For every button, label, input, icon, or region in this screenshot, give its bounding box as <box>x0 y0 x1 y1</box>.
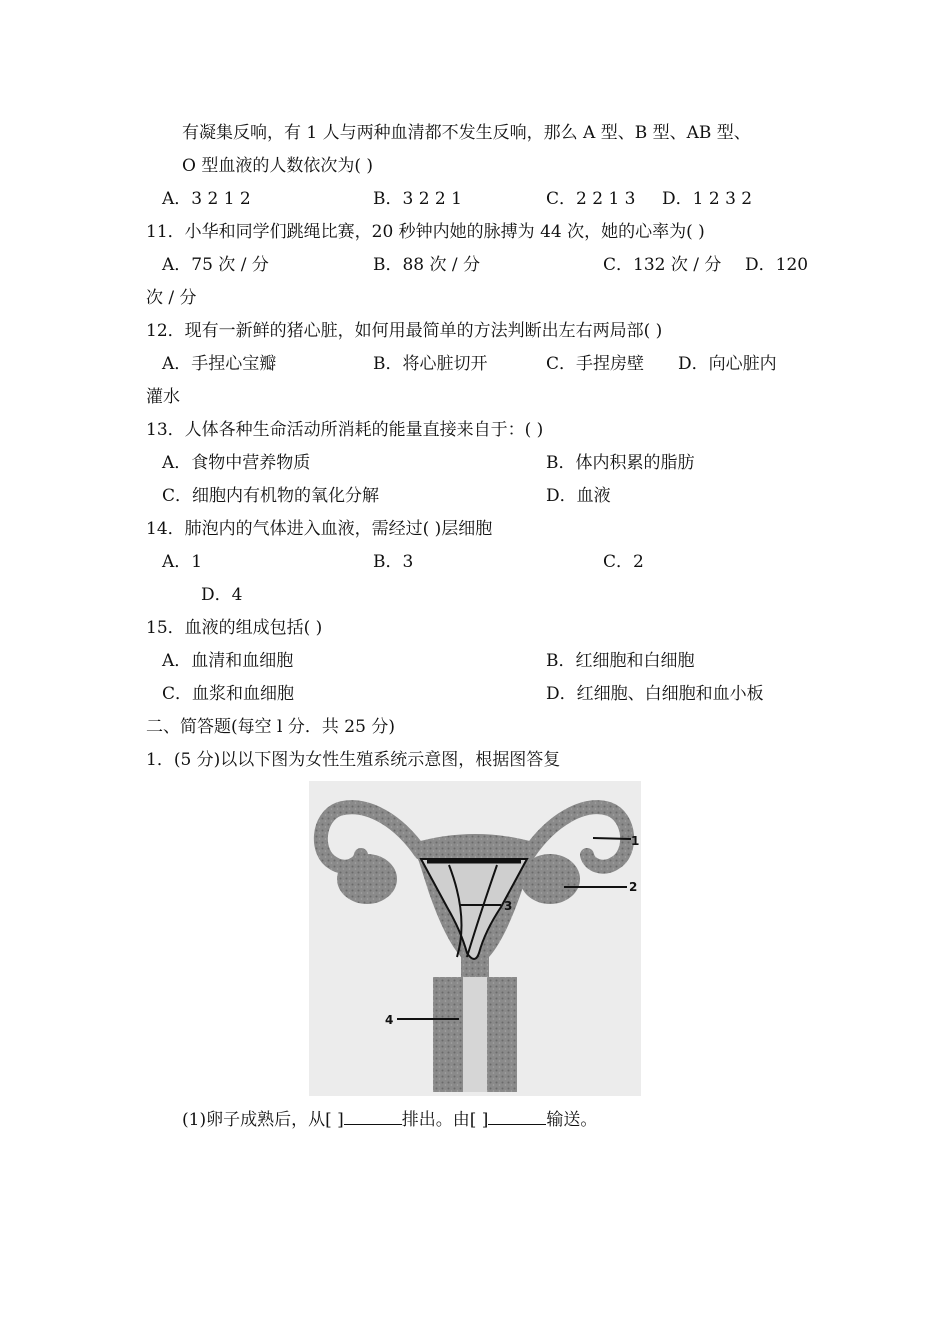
sq1-part1-text-c: 输送。 <box>546 1110 598 1130</box>
q14-option-b: B．3 <box>373 552 414 572</box>
q15-option-a: A．血清和血细胞 <box>162 651 294 671</box>
q14-option-c: C．2 <box>603 552 644 572</box>
q11-option-c: C．132 次 / 分 <box>603 255 722 275</box>
answer-blank-1[interactable] <box>344 1108 402 1125</box>
q12-option-c: C．手捏房壁 <box>546 354 645 374</box>
q11-stem: 11．小华和同学们跳绳比赛，20 秒钟内她的脉搏为 44 次，她的心率为( ) <box>146 222 705 242</box>
figure-label-3: 3 <box>504 899 513 913</box>
section-heading: 二、简答题(每空 l 分．共 25 分) <box>146 717 395 737</box>
q12-option-d: D．向心脏内 <box>678 354 777 374</box>
q12-option-a: A．手捏心宝瓣 <box>162 354 277 374</box>
q13-option-b: B．体内积累的脂肪 <box>546 453 695 473</box>
sq1-part1-text-b: 排出。由[ ] <box>401 1110 489 1130</box>
sq1-part1-text-a: (1)卵子成熟后，从[ ] <box>182 1110 344 1130</box>
q12-option-d-wrap: 灌水 <box>146 387 180 407</box>
q10-stem-line2: O 型血液的人数依次为( ) <box>182 156 374 176</box>
q10-option-c: C．2 2 1 3 <box>546 189 636 209</box>
reproductive-system-diagram <box>309 781 641 1096</box>
q10-stem-line1: 有凝集反响，有 1 人与两种血清都不发生反响，那么 A 型、B 型、AB 型、 <box>182 123 751 143</box>
q15-stem: 15．血液的组成包括( ) <box>146 618 323 638</box>
q12-stem: 12．现有一新鲜的猪心脏，如何用最简单的方法判断出左右两局部( ) <box>146 321 663 341</box>
leader-line-1 <box>593 838 631 839</box>
sq1-part1 <box>182 1108 597 1131</box>
q13-option-a: A．食物中营养物质 <box>162 453 311 473</box>
left-ovary <box>337 854 397 904</box>
q14-option-a: A．1 <box>162 552 203 572</box>
figure-label-1: 1 <box>631 834 640 848</box>
q11-option-a: A．75 次 / 分 <box>162 255 269 275</box>
q15-option-d: D．红细胞、白细胞和血小板 <box>546 684 764 704</box>
q14-option-d: D．4 <box>201 585 243 605</box>
q11-option-d-wrap: 次 / 分 <box>146 288 197 308</box>
q15-option-b: B．红细胞和白细胞 <box>546 651 695 671</box>
q13-stem: 13．人体各种生命活动所消耗的能量直接来自于：( ) <box>146 420 544 440</box>
q10-option-d: D．1 2 3 2 <box>662 189 753 209</box>
vagina-canal <box>463 977 487 1092</box>
q14-stem: 14．肺泡内的气体进入血液，需经过( )层细胞 <box>146 519 493 539</box>
q15-option-c: C．血浆和血细胞 <box>162 684 295 704</box>
figure-label-4: 4 <box>385 1013 394 1027</box>
q10-option-b: B．3 2 2 1 <box>373 189 462 209</box>
sq1-stem: 1．(5 分)以以下图为女性生殖系统示意图，根据图答复 <box>146 750 561 770</box>
q12-option-b: B．将心脏切开 <box>373 354 488 374</box>
q13-option-c: C．细胞内有机物的氧化分解 <box>162 486 380 506</box>
answer-blank-2[interactable] <box>488 1108 546 1125</box>
reproductive-system-figure <box>309 781 641 1096</box>
q11-option-d: D．120 <box>745 255 809 275</box>
figure-label-2: 2 <box>629 880 638 894</box>
q10-option-a: A．3 2 1 2 <box>162 189 251 209</box>
q13-option-d: D．血液 <box>546 486 611 506</box>
q11-option-b: B．88 次 / 分 <box>373 255 481 275</box>
